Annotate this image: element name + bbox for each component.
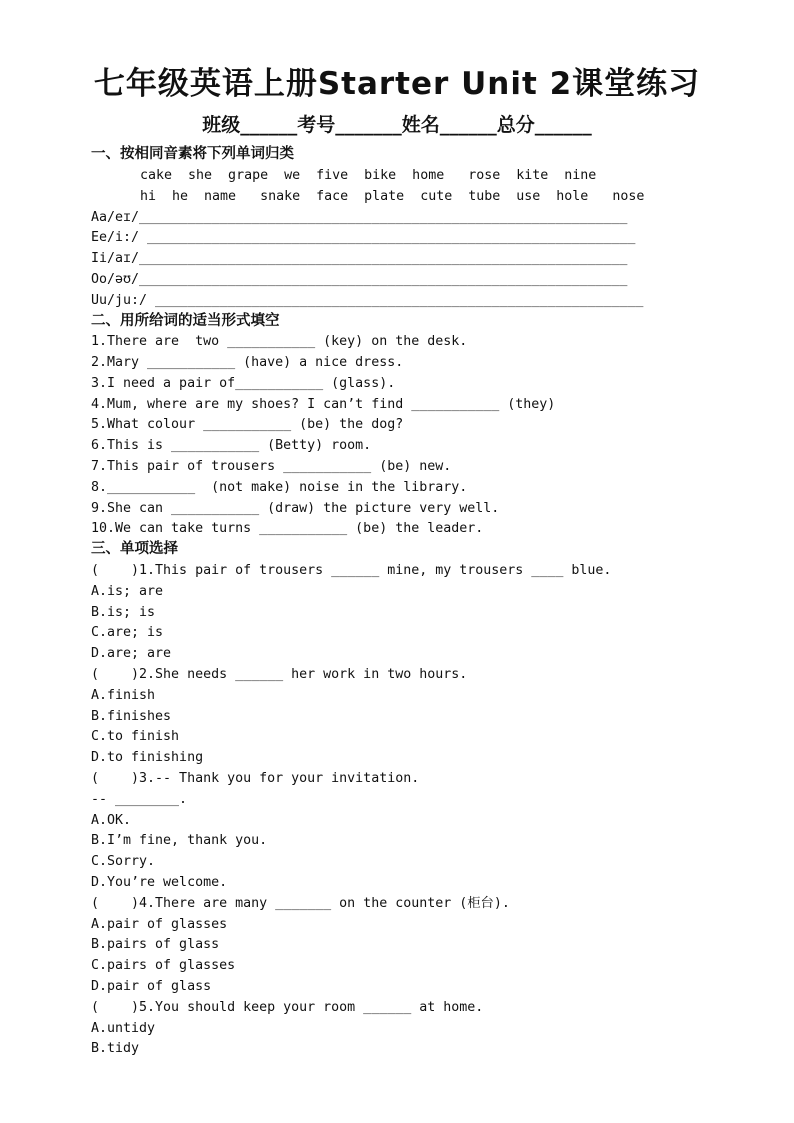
mc-option: B.is; is — [91, 605, 156, 620]
word-bank-row-1: cake she grape we five bike home rose kite nine — [140, 168, 597, 183]
category-row-ju: Uu/ju:/ _____________________________________________________________ — [91, 293, 644, 308]
mc-option: A.OK. — [91, 813, 132, 828]
mc-question-5: ( )5.You should keep your room ______ at home. — [91, 1000, 484, 1015]
mc-question-2: ( )2.She needs ______ her work in two hours. — [91, 667, 468, 682]
fill-item-5: 5.What colour ___________ (be) the dog? — [91, 417, 404, 432]
mc-option: D.You’re welcome. — [91, 875, 228, 890]
fill-item-6: 6.This is ___________ (Betty) room. — [91, 438, 372, 453]
page-title: 七年级英语上册Starter Unit 2课堂练习 — [93, 66, 701, 102]
mc-option: A.finish — [91, 688, 156, 703]
mc-option: B.I’m fine, thank you. — [91, 833, 268, 848]
section1-heading: 一、按相同音素将下列单词归类 — [91, 146, 294, 162]
mc-option: A.pair of glasses — [91, 917, 228, 932]
mc-option: B.finishes — [91, 709, 172, 724]
fill-item-4: 4.Mum, where are my shoes? I can’t find ___________ (they) — [91, 397, 556, 412]
fill-item-7: 7.This pair of trousers ___________ (be) new. — [91, 459, 452, 474]
mc-option: A.is; are — [91, 584, 164, 599]
fill-item-2: 2.Mary ___________ (have) a nice dress. — [91, 355, 404, 370]
mc-option: C.to finish — [91, 729, 180, 744]
fill-item-9: 9.She can ___________ (draw) the picture very well. — [91, 501, 500, 516]
category-row-ei: Aa/eɪ/_____________________________________________________________ — [91, 210, 628, 225]
mc-option: C.are; is — [91, 625, 164, 640]
mc-option: D.are; are — [91, 646, 172, 661]
fill-item-3: 3.I need a pair of___________ (glass). — [91, 376, 396, 391]
mc-option: D.to finishing — [91, 750, 204, 765]
mc-option: D.pair of glass — [91, 979, 212, 994]
section2-heading: 二、用所给词的适当形式填空 — [91, 313, 280, 329]
mc-option: B.tidy — [91, 1041, 140, 1056]
mc-option: C.Sorry. — [91, 854, 156, 869]
section3-heading: 三、单项选择 — [91, 541, 178, 557]
category-row-ai: Ii/aɪ/_____________________________________________________________ — [91, 251, 628, 266]
mc-question-3-reply: -- ________. — [91, 792, 188, 807]
mc-question-1: ( )1.This pair of trousers ______ mine, my trousers ____ blue. — [91, 563, 612, 578]
mc-option: B.pairs of glass — [91, 937, 220, 952]
mc-question-3: ( )3.-- Thank you for your invitation. — [91, 771, 420, 786]
fill-item-1: 1.There are two ___________ (key) on the desk. — [91, 334, 468, 349]
fill-item-10: 10.We can take turns ___________ (be) the leader. — [91, 521, 484, 536]
fill-item-8: 8.___________ (not make) noise in the library. — [91, 480, 468, 495]
student-info-line: 班级______考号_______姓名______总分______ — [202, 114, 592, 136]
category-row-ou: Oo/əʊ/_____________________________________________________________ — [91, 272, 628, 287]
word-bank-row-2: hi he name snake face plate cute tube use hole nose — [140, 189, 645, 204]
mc-option: C.pairs of glasses — [91, 958, 236, 973]
category-row-i: Ee/i:/ _____________________________________________________________ — [91, 230, 636, 245]
mc-question-4: ( )4.There are many _______ on the counter (柜台). — [91, 896, 510, 911]
mc-option: A.untidy — [91, 1021, 156, 1036]
